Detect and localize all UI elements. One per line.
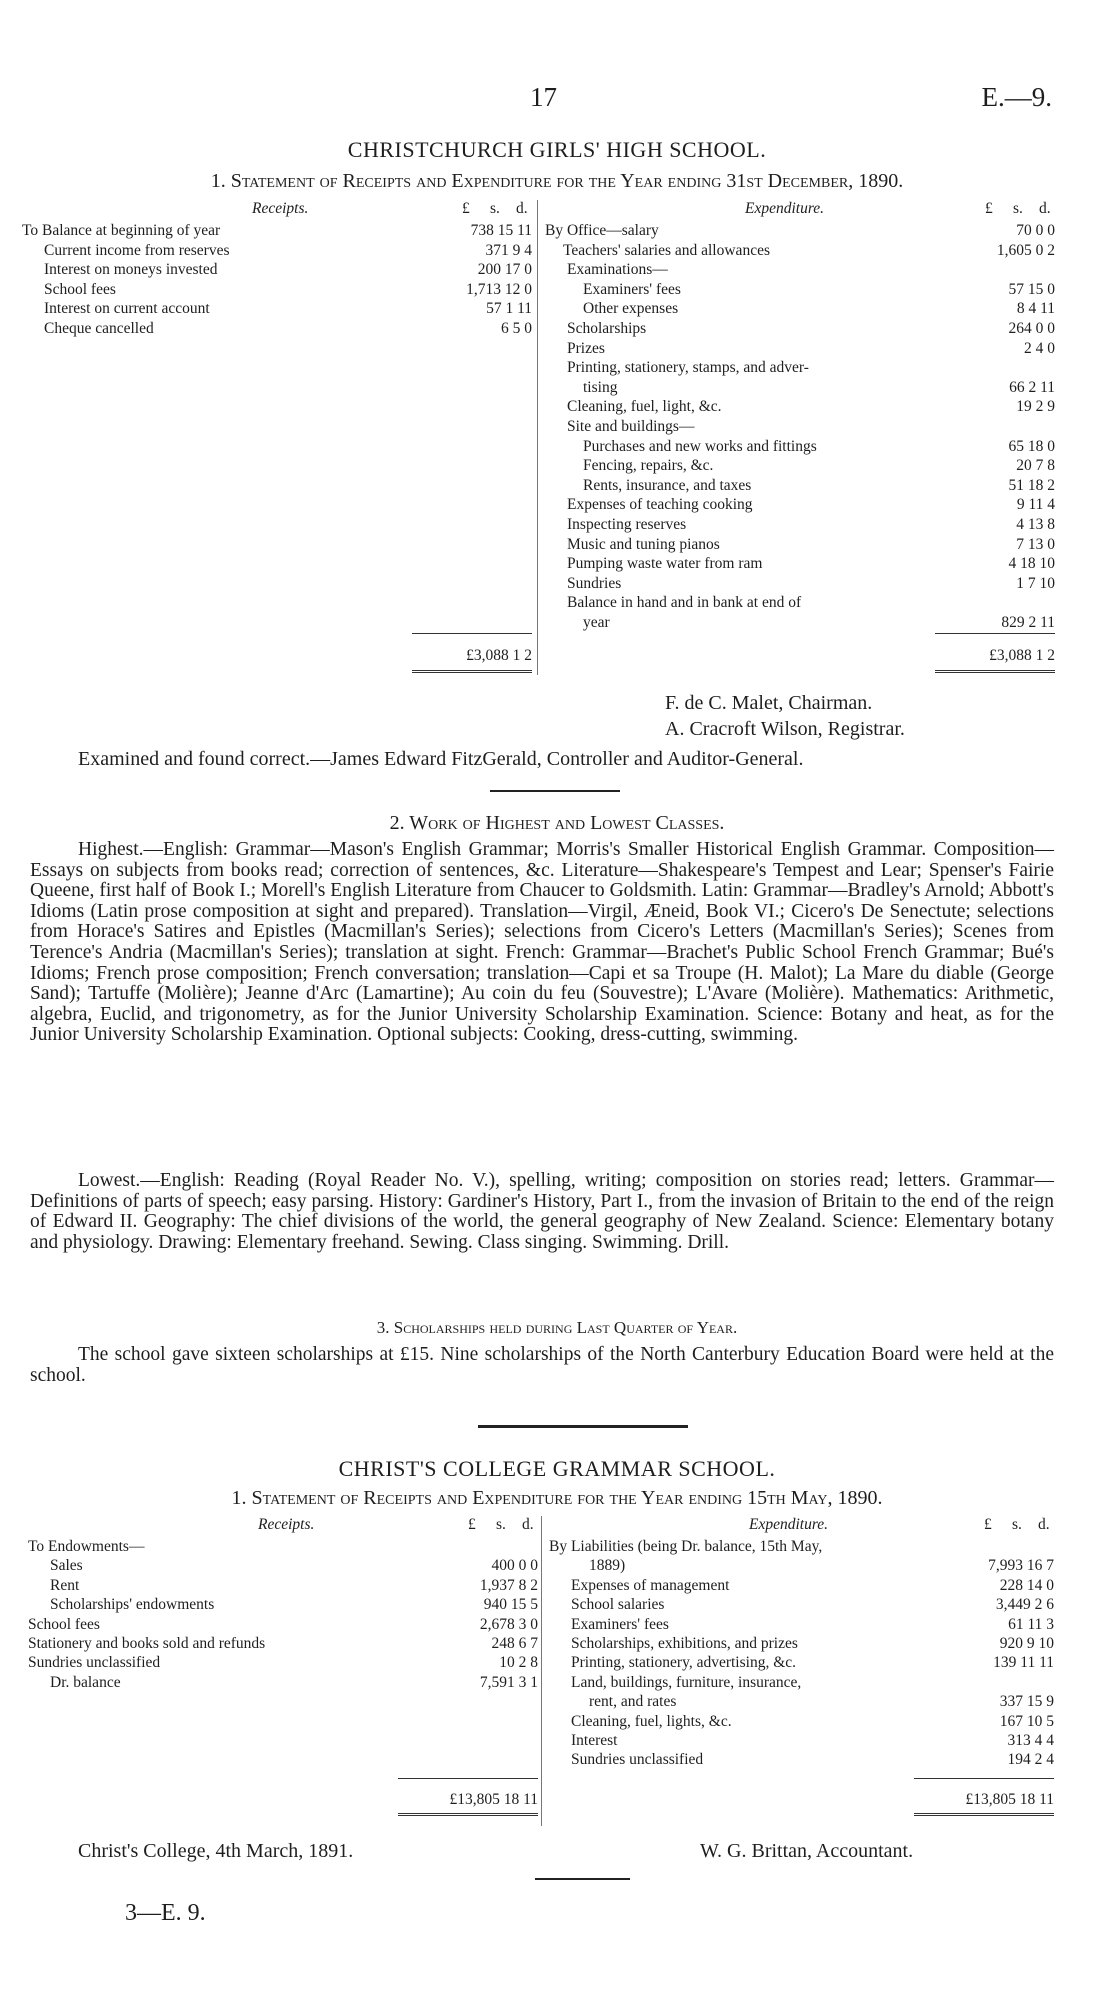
ledger-row <box>545 379 1055 398</box>
ledger-row <box>549 1751 1054 1770</box>
ledger-amount: 20 7 8 <box>1016 457 1055 475</box>
receipts-heading: Receipts. <box>258 1516 315 1533</box>
col-pounds: £ <box>984 1516 992 1533</box>
ledger-row <box>545 398 1055 417</box>
double-rule <box>398 1813 538 1820</box>
double-rule <box>914 1813 1054 1820</box>
ledger-label: Dr. balance <box>50 1673 121 1691</box>
ledger-label: Purchases and new works and fittings <box>583 437 817 455</box>
col-pounds: £ <box>985 200 993 217</box>
sheet-reference: 3—E. 9. <box>125 1900 206 1926</box>
ledger-row <box>545 594 1055 613</box>
ledger-label: Scholarships <box>567 320 647 337</box>
ledger-row <box>545 281 1055 300</box>
school2-title: CHRIST'S COLLEGE GRAMMAR SCHOOL. <box>338 1456 776 1481</box>
ledger-amount: 2 4 0 <box>1024 339 1055 357</box>
ledger-label: Printing, stationery, advertising, &c. <box>571 1654 796 1672</box>
ledger-amount: 57 15 0 <box>1008 280 1055 298</box>
col-shillings: s. <box>1012 1516 1022 1533</box>
auditor-statement: Examined and found correct.—James Edward FitzGerald, Controller and Auditor-General. <box>78 748 804 770</box>
col-shillings: s. <box>490 200 500 217</box>
col-shillings: s. <box>1013 200 1023 217</box>
ledger-amount: 248 6 7 <box>491 1635 538 1652</box>
col-shillings: s. <box>496 1516 506 1533</box>
ledger-row <box>549 1596 1054 1615</box>
ledger-label: tising <box>583 378 618 396</box>
ledger-label: Interest on moneys invested <box>44 261 218 279</box>
column-divider <box>541 1516 542 1826</box>
school1-receipts-table <box>22 200 532 680</box>
receipts-heading: Receipts. <box>252 200 309 217</box>
ledger-amount: 2,678 3 0 <box>479 1615 538 1633</box>
ledger-amount: 228 14 0 <box>999 1576 1054 1594</box>
ledger-amount: 4 18 10 <box>1008 555 1055 573</box>
ledger-label: Expenses of teaching cooking <box>567 496 753 514</box>
ledger-row <box>22 261 532 280</box>
ledger-label: Stationery and books sold and refunds <box>28 1635 266 1652</box>
ledger-row <box>545 340 1055 359</box>
expenditure-total: £3,088 1 2 <box>989 647 1055 664</box>
col-pence: d. <box>1038 1516 1050 1533</box>
ledger-label: Scholarships' endowments <box>50 1596 215 1614</box>
ledger-row <box>545 438 1055 457</box>
ledger-amount: 19 2 9 <box>1016 398 1055 416</box>
ledger-label: Rents, insurance, and taxes <box>583 476 752 494</box>
ledger-row <box>549 1538 1054 1557</box>
page-reference: E.—9. <box>981 82 1052 112</box>
ledger-label: Examinations— <box>567 261 668 279</box>
ledger-label: Site and buildings— <box>567 418 695 435</box>
lowest-class-paragraph: Lowest.—English: Reading (Royal Reader No. V.), spelling, writing; composition on stories read; letters. Grammar—Definitions of parts of speech; easy parsing. History: Gardiner's History, Part I., from the invasion of Britain to the end of the reign of Edward II. Geography: The chief divisions of the world, the general geography of New Zealand. Science: Elementary botany and physiology. Drawing: Elementary freehand. Sewing. Class singing. Swimming. Drill. <box>30 1170 1054 1253</box>
ledger-row <box>22 300 532 319</box>
ledger-label: School fees <box>28 1615 100 1633</box>
accountant-signature: W. G. Brittan, Accountant. <box>700 1840 914 1862</box>
ledger-label: Sundries unclassified <box>28 1654 161 1672</box>
ledger-label: Fencing, repairs, &c. <box>583 457 714 475</box>
school1-statement: 1. Statement of Receipts and Expenditure for the Year ending 31st December, 1890. <box>210 170 904 192</box>
expenditure-heading: Expenditure. <box>749 1516 829 1533</box>
col-pence: d. <box>1039 200 1051 217</box>
ledger-row <box>28 1635 538 1654</box>
ledger-row <box>28 1616 538 1635</box>
ledger-row <box>545 555 1055 574</box>
ledger-amount: 7,591 3 1 <box>479 1673 538 1691</box>
ledger-label: School salaries <box>571 1596 665 1614</box>
ledger-label: rent, and rates <box>589 1693 677 1711</box>
ledger-amount: 65 18 0 <box>1008 437 1055 455</box>
ledger-row <box>545 222 1055 241</box>
school2-expenditure-table <box>549 1516 1054 1826</box>
page-number: 17 <box>530 82 557 112</box>
ledger-label: year <box>583 614 610 631</box>
ledger-row <box>545 261 1055 280</box>
total-rule <box>914 1778 1054 1779</box>
ledger-row <box>28 1557 538 1576</box>
ledger-label: Interest on current account <box>44 300 210 318</box>
col-pounds: £ <box>462 200 470 217</box>
ledger-label: Inspecting reserves <box>567 516 687 533</box>
ledger-amount: 313 4 4 <box>1007 1732 1054 1749</box>
ledger-amount: 4 13 8 <box>1016 516 1055 533</box>
ledger-amount: 371 9 4 <box>485 241 532 259</box>
scholarships-title: 3. Scholarships held during Last Quarter of Year. <box>376 1318 738 1337</box>
ledger-label: Expenses of management <box>571 1576 730 1594</box>
ledger-label: 1889) <box>589 1557 626 1575</box>
ledger-row <box>545 300 1055 319</box>
ledger-row <box>545 418 1055 437</box>
double-rule <box>935 670 1055 677</box>
ledger-amount: 57 1 11 <box>486 300 532 318</box>
ledger-row <box>22 281 532 300</box>
ledger-amount: 167 10 5 <box>999 1712 1054 1730</box>
ledger-amount: 139 11 11 <box>993 1654 1054 1672</box>
ledger-label: By Liabilities (being Dr. balance, 15th May, <box>549 1538 823 1555</box>
total-rule <box>412 633 532 634</box>
ledger-amount: 1,713 12 0 <box>466 280 532 298</box>
ledger-label: Prizes <box>567 339 605 357</box>
ledger-amount: 66 2 11 <box>1009 378 1055 396</box>
ledger-amount: 920 9 10 <box>999 1635 1054 1652</box>
ledger-row <box>549 1693 1054 1712</box>
ledger-row <box>28 1577 538 1596</box>
ledger-amount: 200 17 0 <box>477 261 532 279</box>
ledger-row <box>545 477 1055 496</box>
ledger-label: School fees <box>44 280 116 298</box>
ledger-amount: 51 18 2 <box>1008 476 1055 494</box>
ledger-label: Interest <box>571 1732 618 1749</box>
ledger-label: Printing, stationery, stamps, and adver- <box>567 359 809 377</box>
ledger-row <box>545 320 1055 339</box>
ledger-amount: 1 7 10 <box>1016 574 1055 592</box>
ledger-amount: 6 5 0 <box>501 320 532 337</box>
ledger-row <box>549 1732 1054 1751</box>
col-pence: d. <box>522 1516 534 1533</box>
school1-expenditure-table <box>545 200 1055 680</box>
ledger-row <box>545 516 1055 535</box>
ledger-label: Teachers' salaries and allowances <box>563 241 770 259</box>
ledger-label: Land, buildings, furniture, insurance, <box>571 1673 802 1691</box>
ledger-row <box>545 242 1055 261</box>
ledger-amount: 940 15 5 <box>483 1596 538 1614</box>
ledger-label: Cleaning, fuel, light, &c. <box>567 398 722 416</box>
ledger-label: Scholarships, exhibitions, and prizes <box>571 1635 798 1652</box>
ledger-label: To Balance at beginning of year <box>22 222 221 239</box>
highest-class-paragraph: Highest.—English: Grammar—Mason's English Grammar; Morris's Smaller Historical English Grammar. Composition—Essays on subjects from books read; correction of sentences, &c. Literature—Shakespeare's Tempest and Lear; Spenser's Fairie Queene, first half of Book I.; Morell's English Literature from Chaucer to Goldsmith. Latin: Grammar—Bradley's Arnold; Abbott's Idioms (Latin prose composition at sight and prepared). Translation—Virgil, Æneid, Book VI.; Cicero's De Senectute; selections from Horace's Satires and Epistles (Macmillan's Series); selections from Cicero's Letters (Macmillan's Series); Scenes from Terence's Andria (Macmillan's Series); translation at sight. French: Grammar—Brachet's Public School French Grammar; Bué's Idioms; French prose composition; French conversation; translation—Capi et sa Troupe (H. Malot); La Mare du diable (George Sand); Tartuffe (Molière); Jeanne d'Arc (Lamartine); Au coin du feu (Souvestre); L'Avare (Molière). Mathematics: Arithmetic, algebra, Euclid, and trigonometry, as for the Junior University Scholarship Examination. Science: Botany and heat, as for the Junior University Scholarship Examination. Optional subjects: Cooking, dress-cutting, swimming. <box>30 839 1054 1046</box>
ledger-amount: 829 2 11 <box>1001 614 1055 631</box>
ledger-row <box>28 1596 538 1615</box>
ledger-label: Pumping waste water from ram <box>567 555 763 573</box>
total-rule <box>398 1778 538 1779</box>
ledger-amount: 8 4 11 <box>1016 300 1055 318</box>
school2-receipts-table <box>28 1516 538 1826</box>
ledger-row <box>22 320 532 339</box>
ledger-row <box>28 1654 538 1673</box>
ledger-label: Balance in hand and in bank at end of <box>567 594 802 612</box>
ledger-label: Rent <box>50 1576 80 1594</box>
signature-chairman: F. de C. Malet, Chairman. <box>665 692 873 714</box>
place-date: Christ's College, 4th March, 1891. <box>78 1840 354 1862</box>
ledger-row <box>545 457 1055 476</box>
ledger-label: Music and tuning pianos <box>567 535 720 553</box>
ledger-amount: 61 11 3 <box>1008 1615 1054 1633</box>
ledger-row <box>549 1616 1054 1635</box>
ledger-row <box>549 1674 1054 1693</box>
col-pence: d. <box>516 200 528 217</box>
expenditure-total: £13,805 18 11 <box>965 1791 1054 1808</box>
section-divider <box>490 790 620 792</box>
ledger-label: Cleaning, fuel, lights, &c. <box>571 1712 732 1730</box>
receipts-total: £3,088 1 2 <box>466 647 532 664</box>
ledger-label: Sundries unclassified <box>571 1751 704 1769</box>
ledger-amount: 3,449 2 6 <box>995 1596 1054 1614</box>
work-title: 2. Work of Highest and Lowest Classes. <box>389 812 725 834</box>
ledger-row <box>28 1674 538 1693</box>
ledger-row <box>549 1577 1054 1596</box>
ledger-amount: 9 11 4 <box>1016 496 1055 514</box>
column-divider <box>537 200 538 675</box>
school2-statement: 1. Statement of Receipts and Expenditure for the Year ending 15th May, 1890. <box>231 1487 883 1509</box>
ledger-row <box>549 1654 1054 1673</box>
ledger-row <box>545 614 1055 633</box>
ledger-amount: 400 0 0 <box>491 1557 538 1575</box>
col-pounds: £ <box>468 1516 476 1533</box>
ledger-amount: 70 0 0 <box>1016 222 1055 239</box>
ledger-row <box>545 496 1055 515</box>
ledger-label: Sundries <box>567 574 622 592</box>
double-rule <box>412 670 532 677</box>
total-rule <box>935 633 1055 634</box>
ledger-row <box>22 222 532 241</box>
ledger-amount: 337 15 9 <box>999 1693 1054 1711</box>
ledger-label: By Office—salary <box>545 222 659 239</box>
ledger-amount: 10 2 8 <box>499 1654 538 1672</box>
signature-registrar: A. Cracroft Wilson, Registrar. <box>665 718 905 740</box>
ledger-amount: 194 2 4 <box>1007 1751 1054 1769</box>
ledger-label: Examiners' fees <box>583 280 681 298</box>
ledger-row <box>22 242 532 261</box>
section-divider <box>478 1425 688 1428</box>
ledger-amount: 7,993 16 7 <box>988 1557 1054 1575</box>
ledger-amount: 264 0 0 <box>1008 320 1055 337</box>
ledger-row <box>549 1713 1054 1732</box>
ledger-row <box>545 359 1055 378</box>
ledger-label: Cheque cancelled <box>44 320 154 337</box>
ledger-label: Sales <box>50 1557 83 1575</box>
school1-title: CHRISTCHURCH GIRLS' HIGH SCHOOL. <box>347 137 767 162</box>
ledger-label: Other expenses <box>583 300 679 318</box>
ledger-row <box>28 1538 538 1557</box>
section-divider <box>535 1878 630 1880</box>
ledger-label: Examiners' fees <box>571 1615 669 1633</box>
ledger-amount: 1,937 8 2 <box>479 1576 538 1594</box>
ledger-amount: 1,605 0 2 <box>996 241 1055 259</box>
receipts-total: £13,805 18 11 <box>449 1791 538 1808</box>
ledger-row <box>545 575 1055 594</box>
expenditure-heading: Expenditure. <box>745 200 825 217</box>
ledger-row <box>549 1635 1054 1654</box>
ledger-row <box>545 536 1055 555</box>
ledger-row <box>549 1557 1054 1576</box>
ledger-label: To Endowments— <box>28 1538 145 1555</box>
scholarships-paragraph: The school gave sixteen scholarships at £15. Nine scholarships of the North Canterbury Education Board were held at the school. <box>30 1344 1054 1386</box>
ledger-amount: 738 15 11 <box>470 222 532 239</box>
ledger-amount: 7 13 0 <box>1016 535 1055 553</box>
ledger-label: Current income from reserves <box>44 241 230 259</box>
